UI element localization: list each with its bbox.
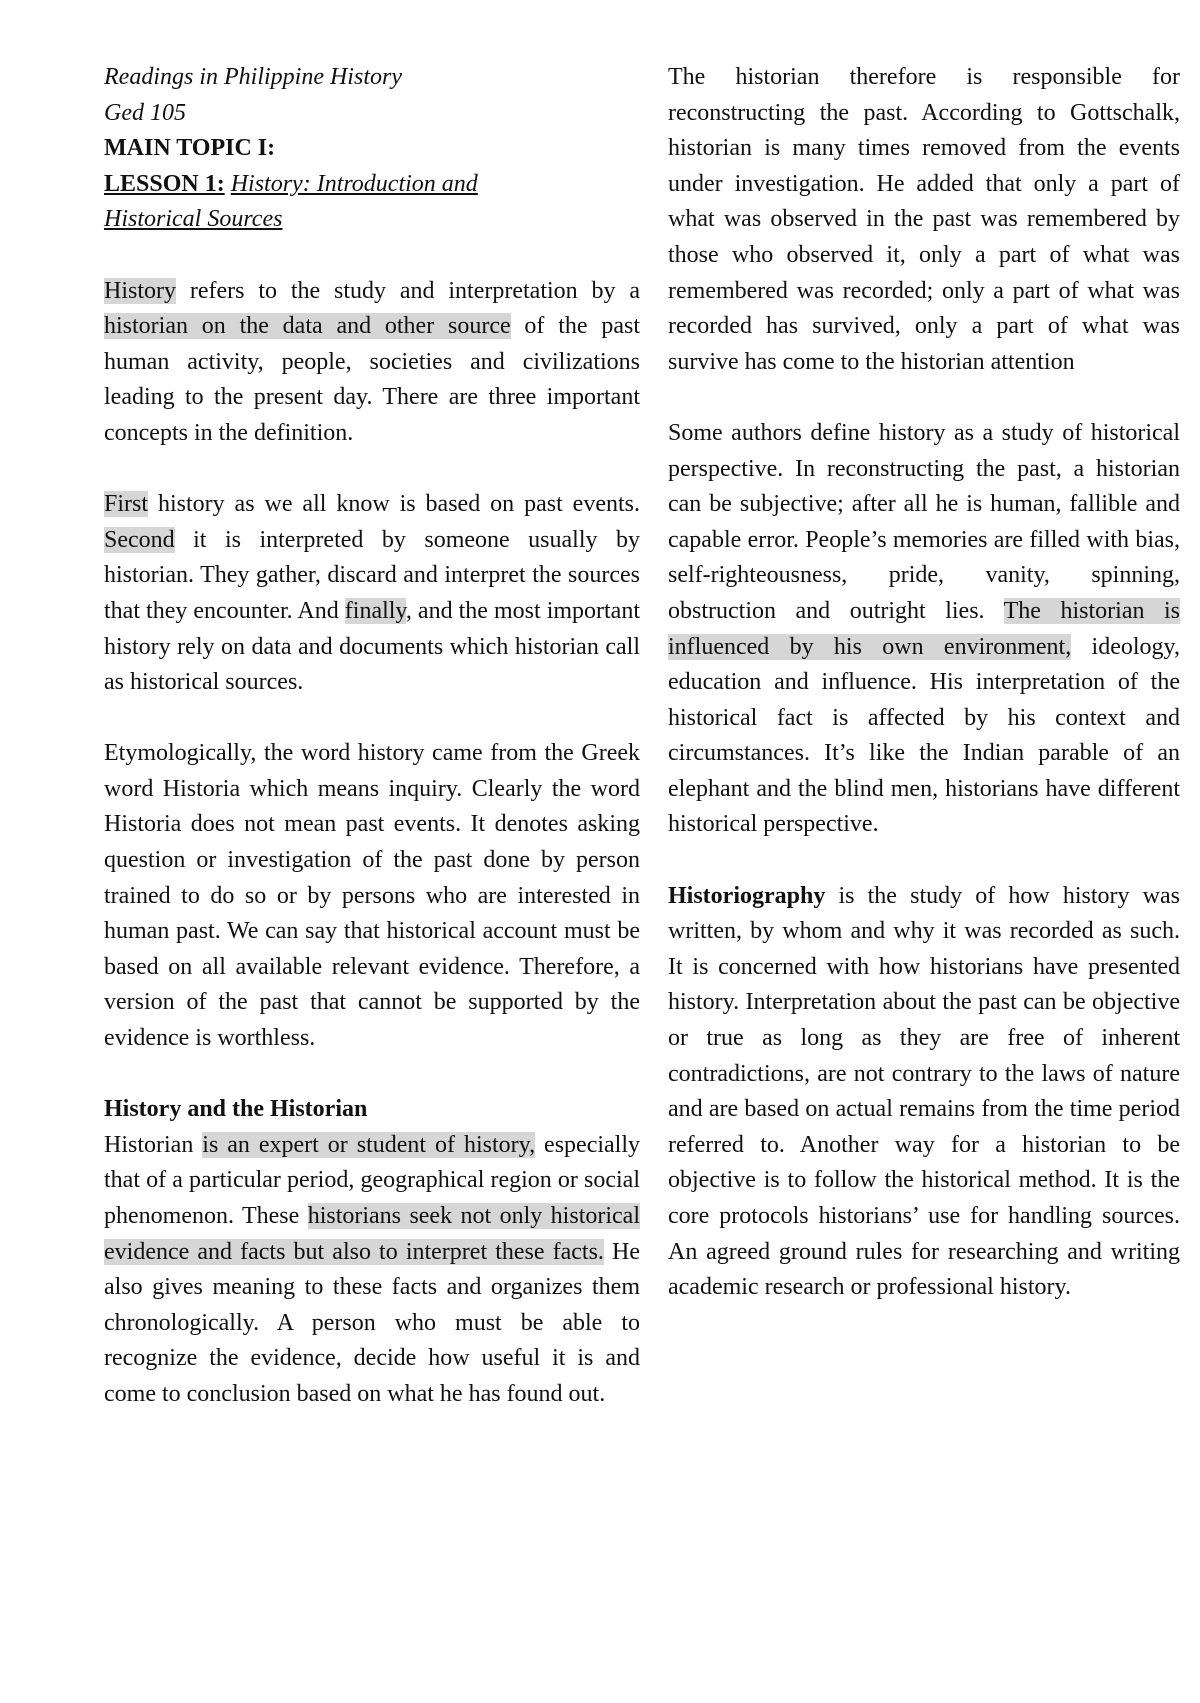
- course-code: Ged 105: [104, 99, 186, 126]
- lesson-heading: [104, 167, 640, 203]
- highlight-historians-seek: historians seek not only historical evidence and facts but also to interpret these facts.: [104, 1203, 640, 1265]
- highlight-history: History: [104, 277, 176, 304]
- section-heading: History and the Historian: [104, 1096, 368, 1123]
- historiography-term: Historiography: [668, 882, 826, 909]
- highlight-historian-data: historian on the data and other source: [104, 313, 511, 340]
- main-topic: MAIN TOPIC I:: [104, 135, 276, 162]
- etymology-paragraph: Etymologically, the word history came from the Greek word Historia which means inquiry. Clearly the word Historia does not mean past events. It denotes asking question or investigation of the past done by person trained to do so or by persons who are interested in human past. We can say that historical account must be based on all available relevant evidence. Therefore, a version of the past that cannot be supported by the evidence is worthless.: [104, 740, 640, 1052]
- lesson-title: History: Introduction and: [230, 170, 478, 197]
- left-column: [104, 60, 640, 1448]
- perspective-paragraph: Some authors define history as a study of historical perspective. In reconstructing the past, a historian can be subjective; after all he is human, fallible and capable error. People’s memories are filled with bias, self-righteousness, pride, vanity, spinning, obstruction and outright lies. The historian is influenced by his own environment, ideology, education and influence. His interpretation of the historical fact is affected by his context and circumstances. It’s like the Indian parable of an elephant and the blind men, historians have different historical perspective.: [668, 419, 1181, 838]
- historiography-paragraph: Historiography is the study of how history was written, by whom and why it was recorded as such. It is concerned with how historians have presented history. Interpretation about the past can be objective or true as long as they are free of inherent contradictions, are not contrary to the laws of nature and are based on actual remains from the time period referred to. Another way for a historian to be objective is to follow the historical method. It is the core protocols historians’ use for handling sources. An agreed ground rules for researching and writing academic research or professional history.: [668, 882, 1180, 1301]
- three-concepts-paragraph: First history as we all know is based on past events. Second it is interpreted by someone usually by historian. They gather, discard and interpret the sources that they encounter. And finally, and the most important history rely on data and documents which historian call as historical sources.: [104, 491, 641, 696]
- highlight-finally: finally: [344, 597, 406, 624]
- right-column: [668, 60, 1180, 1341]
- historian-paragraph: Historian is an expert or student of history, especially that of a particular period, geographical region or social phenomenon. These historians seek not only historical evidence and facts but also to interpret these facts. He also gives meaning to these facts and organizes them chronologically. A person who must be able to recognize the evidence, decide how useful it is and come to conclusion based on what he has found out.: [104, 1131, 641, 1407]
- highlight-influenced: The historian is influenced by his own environment,: [668, 597, 1181, 660]
- highlight-first: First: [104, 491, 149, 518]
- course-title: Readings in Philippine History: [104, 64, 402, 90]
- lesson-label: LESSON 1:: [104, 170, 225, 197]
- highlight-second: Second: [104, 526, 175, 553]
- lesson-title-continued: Historical Sources: [104, 206, 283, 233]
- highlight-expert: is an expert or student of history,: [202, 1131, 536, 1158]
- history-definition-paragraph: History refers to the study and interpretation by a historian on the data and other source of the past human activity, people, societies and civilizations leading to the present day. There are three important concepts in the definition.: [104, 277, 640, 446]
- reconstructing-paragraph: The historian therefore is responsible for reconstructing the past. According to Gottschalk, historian is many times removed from the events under investigation. He added that only a part of what was observed in the past was remembered by those who observed it, only a part of what was remembered was recorded; only a part of what was recorded has survived, only a part of what was survive has come to the historian attention: [668, 64, 1180, 375]
